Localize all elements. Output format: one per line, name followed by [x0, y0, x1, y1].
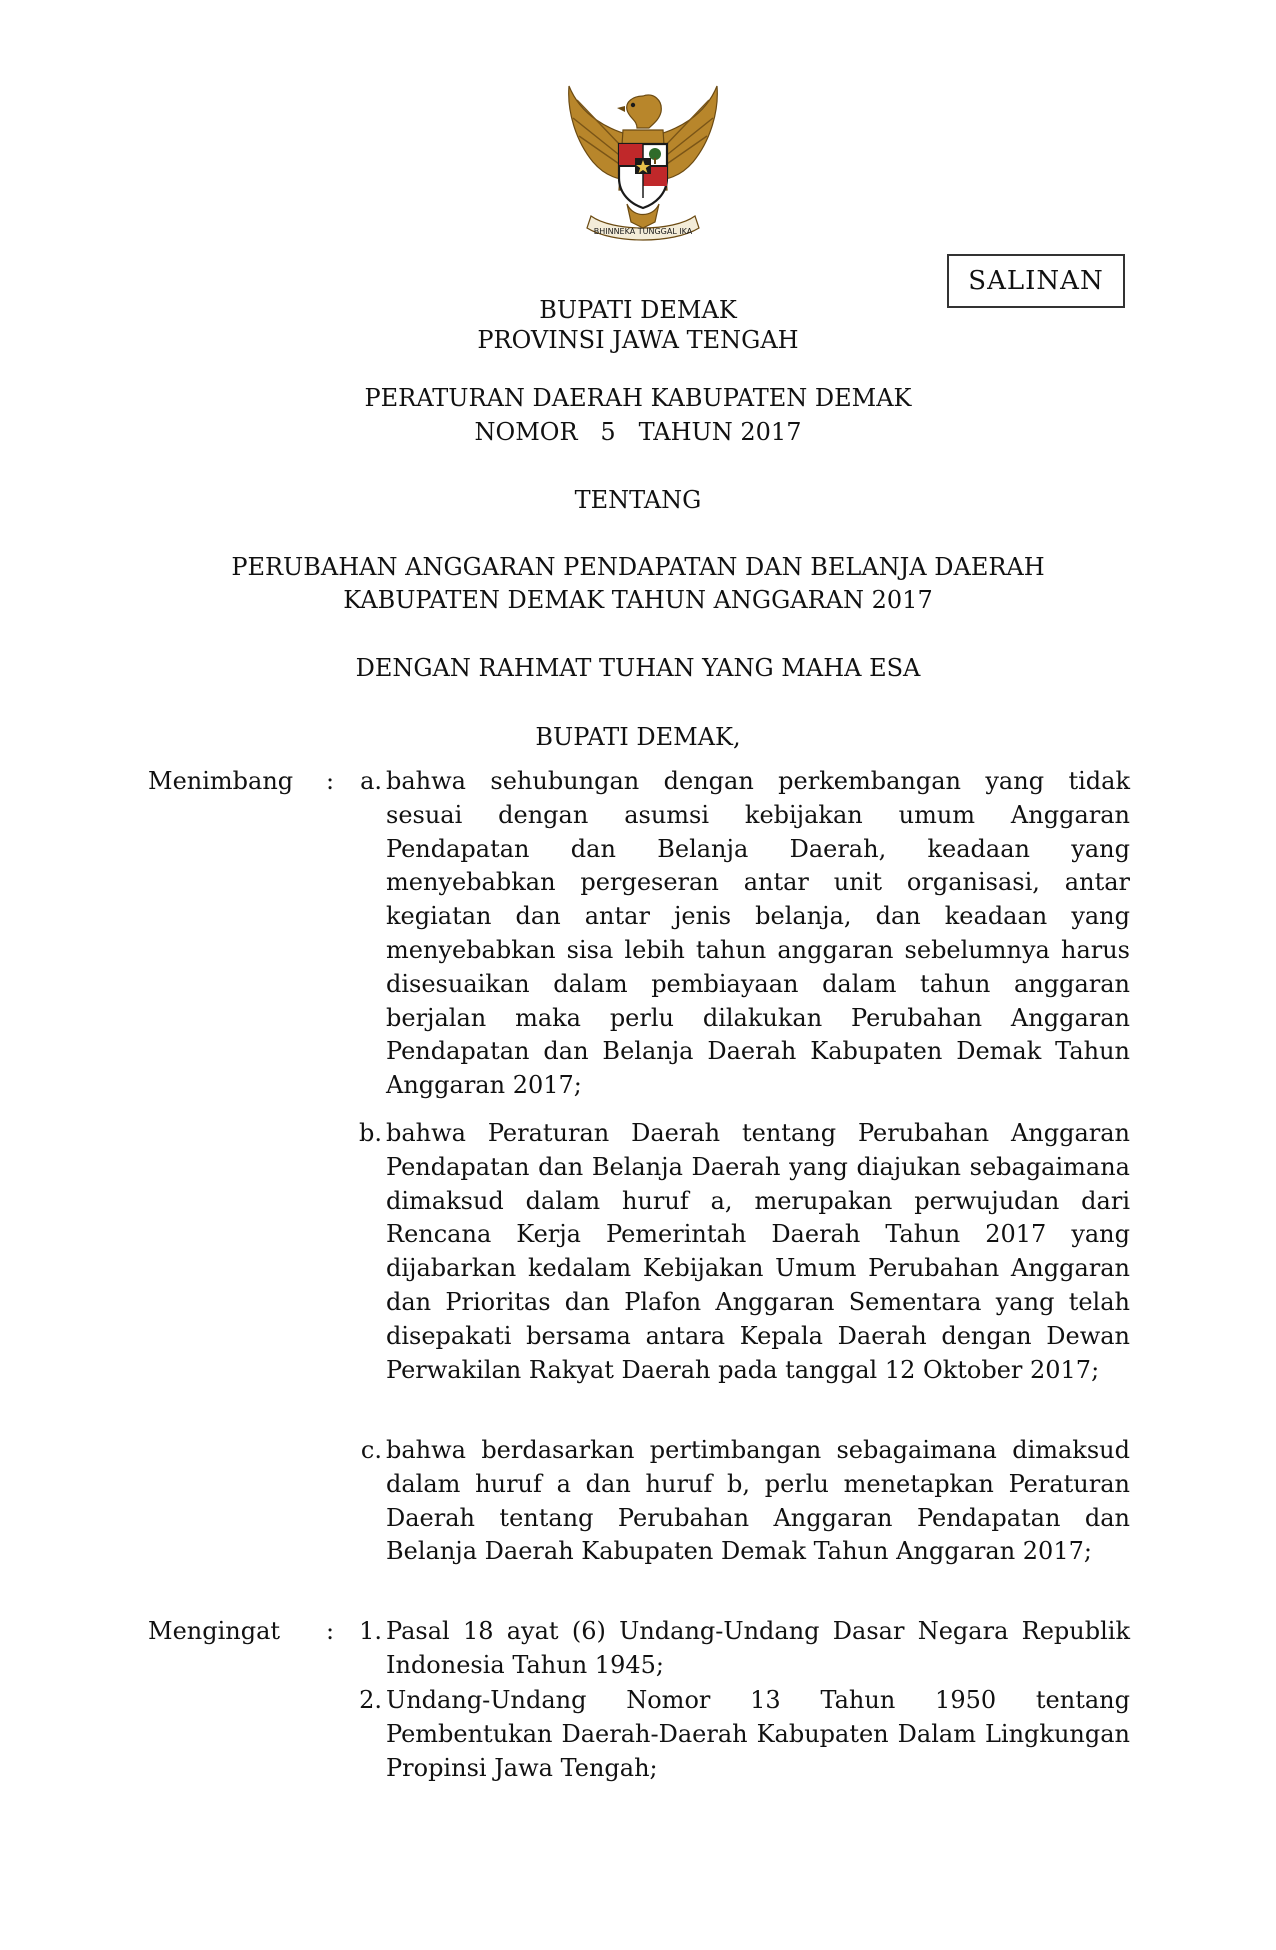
mengingat-colon: : [326, 1617, 335, 1645]
svg-text:BHINNEKA TUNGGAL IKA: BHINNEKA TUNGGAL IKA [593, 227, 693, 236]
garuda-emblem-icon [563, 78, 723, 248]
regulation-title: PERATURAN DAERAH KABUPATEN DEMAK [364, 384, 912, 412]
menimbang-marker-b: b. [359, 1119, 382, 1147]
regulation-number [0, 417, 1276, 447]
menimbang-label: Menimbang [148, 767, 294, 795]
mengingat-item-1: Pasal 18 ayat (6) Undang-Undang Dasar Negara Republik Indonesia Tahun 1945; [386, 1617, 1130, 1679]
mengingat-marker-2: 2. [359, 1686, 382, 1714]
blessing-line: DENGAN RAHMAT TUHAN YANG MAHA ESA [355, 654, 921, 682]
number-label: NOMOR [474, 418, 578, 446]
issuer-title: BUPATI DEMAK [539, 296, 737, 324]
menimbang-item-a: bahwa sehubungan dengan perkembangan yang tidak sesuai dengan asumsi kebijakan umum Anggaran Pendapatan dan Belanja Daerah, keadaan yang menyebabkan pergeseran antar unit organisasi, antar kegiatan dan antar jenis belanja, dan keadaan yang menyebabkan sisa lebih tahun anggaran sebelumnya harus disesuaikan dalam pembiayaan dalam tahun anggaran berjalan maka perlu dilakukan Perubahan Anggaran Pendapatan dan Belanja Daerah Kabupaten Demak Tahun Anggaran 2017; [386, 767, 1130, 1100]
menimbang-item-b: bahwa Peraturan Daerah tentang Perubahan Anggaran Pendapatan dan Belanja Daerah yang diajukan sebagaimana dimaksud dalam huruf a, merupakan perwujudan dari Rencana Kerja Pemerintah Daerah Tahun 2017 yang dijabarkan kedalam Kebijakan Umum Perubahan Anggaran dan Prioritas dan Plafon Anggaran Sementara yang telah disepakati bersama antara Kepala Daerah dengan Dewan Perwakilan Rakyat Daerah pada tanggal 12 Oktober 2017; [386, 1119, 1130, 1384]
mengingat-marker-1: 1. [359, 1617, 382, 1645]
menimbang-item-c: bahwa berdasarkan pertimbangan sebagaimana dimaksud dalam huruf a dan huruf b, perlu menetapkan Peraturan Daerah tentang Perubahan Anggaran Pendapatan dan Belanja Daerah Kabupaten Demak Tahun Anggaran 2017; [386, 1436, 1130, 1566]
regulation-subject-line2: KABUPATEN DEMAK TAHUN ANGGARAN 2017 [343, 586, 933, 614]
issuer-line: BUPATI DEMAK, [535, 723, 741, 751]
year-label: TAHUN 2017 [638, 418, 802, 446]
about-heading: TENTANG [574, 486, 702, 514]
regulation-subject-line1: PERUBAHAN ANGGARAN PENDAPATAN DAN BELANJA DAERAH [231, 553, 1045, 581]
mengingat-label: Mengingat [148, 1617, 281, 1645]
salinan-stamp: SALINAN [947, 254, 1125, 308]
menimbang-colon: : [326, 767, 335, 795]
menimbang-marker-a: a. [360, 767, 382, 795]
menimbang-marker-c: c. [360, 1436, 382, 1464]
number-value: 5 [600, 418, 616, 446]
mengingat-item-2: Undang-Undang Nomor 13 Tahun 1950 tentang Pembentukan Daerah-Daerah Kabupaten Dalam Lingkungan Propinsi Jawa Tengah; [386, 1686, 1130, 1782]
province-title: PROVINSI JAWA TENGAH [477, 326, 799, 354]
